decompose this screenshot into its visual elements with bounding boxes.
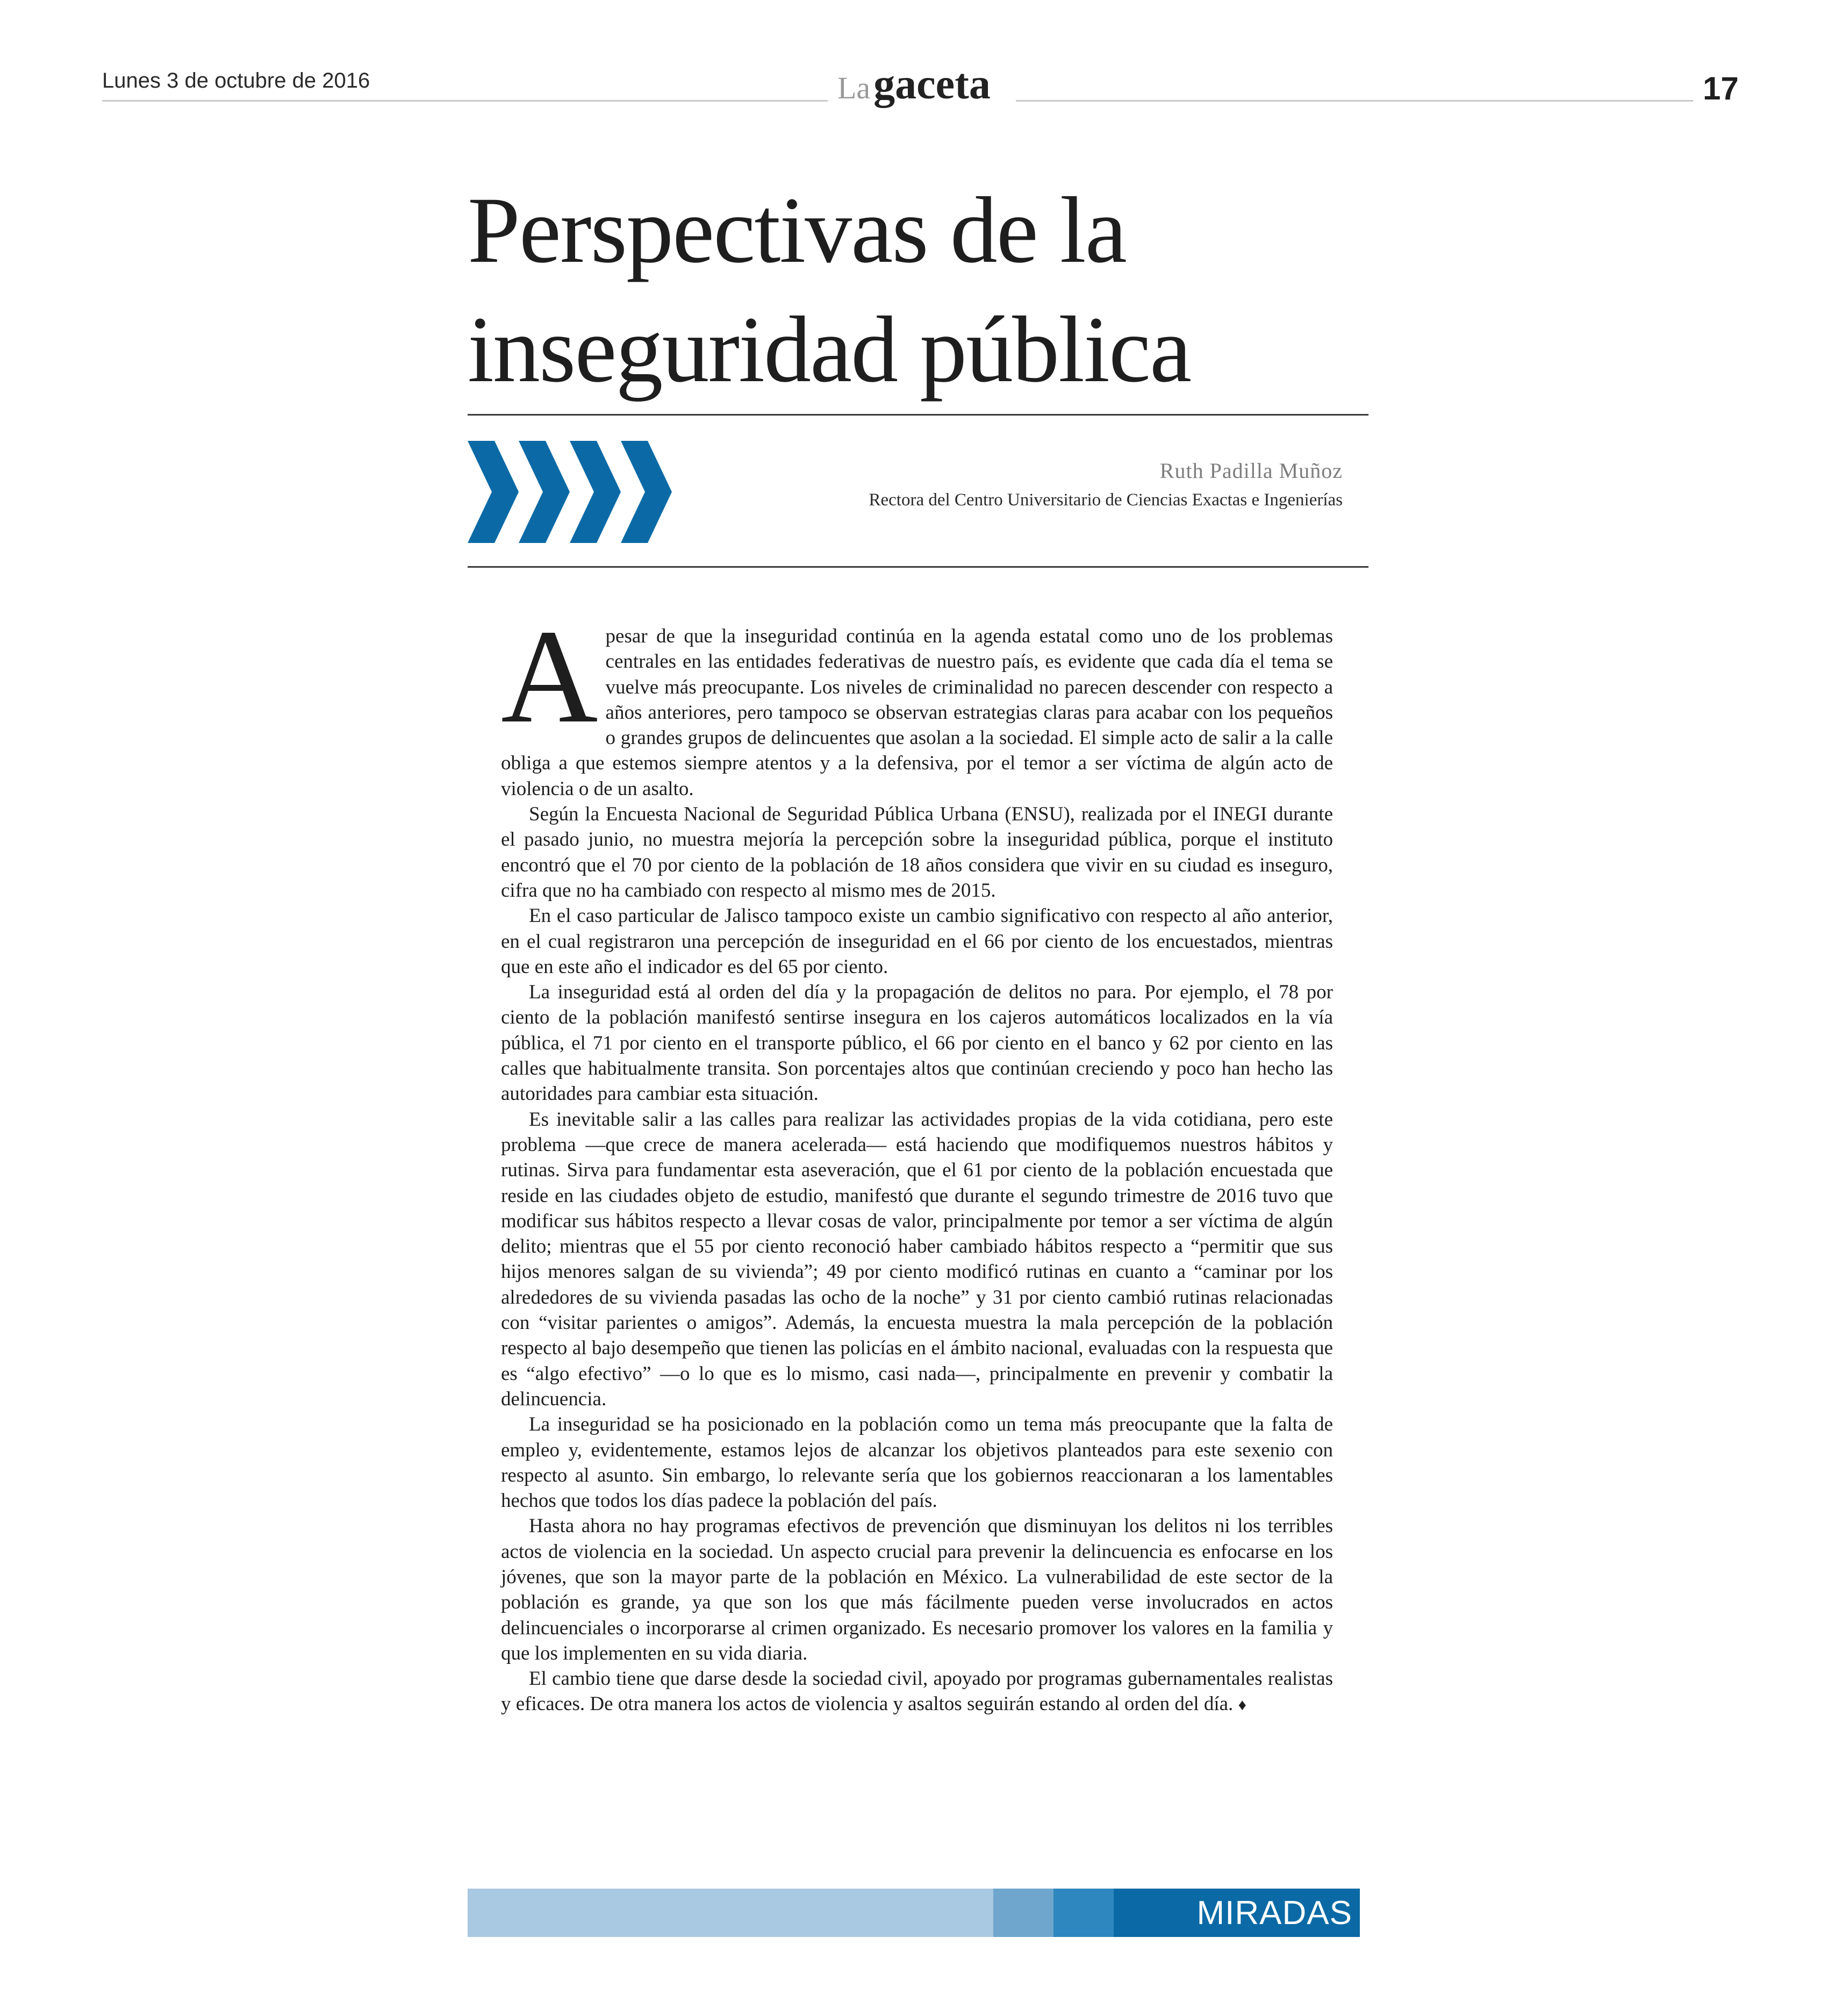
final-text: El cambio tiene que darse desde la sociedad civil, apoyado por programas gubernamentales realistas y eficaces. De otra manera los actos de violencia y asaltos seguirán estando al orden del día.: [501, 1668, 1333, 1715]
lead-paragraph: [501, 602, 1333, 802]
body-paragraph: La inseguridad se ha posicionado en la población como un tema más preocupante que la falta de empleo y, evidentemente, estamos lejos de alcanzar los objetivos planteados para este sexenio con respecto al asunto. Sin embargo, lo relevante sería que los gobiernos reaccionaran a los lamentables hechos que todos los días padece la población del país.: [501, 1413, 1333, 1512]
logo-name: gaceta: [873, 61, 991, 108]
author-name: Ruth Padilla Muñoz: [1159, 459, 1343, 483]
issue-date: Lunes 3 de octubre de 2016: [102, 69, 370, 92]
logo-prefix: La: [837, 70, 871, 105]
body-paragraph: La inseguridad está al orden del día y la propagación de delitos no para. Por ejemplo, el 78 por ciento de la población manifestó sentirse insegura en los cajeros automáticos localizados en la vía pública, el 71 por ciento en el transporte público, el 66 por ciento en el banco y 62 por ciento en las calles que habitualmente transita. Son porcentajes altos que continúan creciendo y poco han hecho las autoridades para cambiar esta situación.: [501, 981, 1333, 1105]
byline: [869, 456, 1343, 514]
title-line-1: Perspectivas de la: [468, 178, 1126, 283]
footer-bar-mid: [1053, 1889, 1114, 1937]
title-rule-bottom: [468, 566, 1368, 568]
final-paragraph: [501, 1666, 1333, 1718]
title-line-2: inseguridad pública: [468, 297, 1191, 402]
article-body: [501, 602, 1333, 1718]
title-rule-top: [468, 414, 1368, 416]
footer-bar-mid-light: [993, 1889, 1053, 1937]
end-mark-icon: ♦: [1238, 1696, 1246, 1714]
drop-cap: A: [501, 602, 598, 751]
article-title: [468, 171, 1381, 410]
footer-bar-light: [468, 1889, 993, 1937]
author-role: Rectora del Centro Universitario de Ciencias Exactas e Ingenierías: [869, 490, 1343, 510]
body-paragraph: Según la Encuesta Nacional de Seguridad Pública Urbana (ENSU), realizada por el INEGI durante el pasado junio, no muestra mejoría la percepción sobre la inseguridad pública, porque el instituto encontró que el 70 por ciento de la población de 18 años considera que vivir en su ciudad es inseguro, cifra que no ha cambiado con respecto al mismo mes de 2015.: [501, 803, 1333, 902]
body-paragraph: Hasta ahora no hay programas efectivos de prevención que disminuyan los delitos ni los terribles actos de violencia en la sociedad. Un aspecto crucial para prevenir la delincuencia es enfocarse en los jóvenes, que son la mayor parte de la población en México. La vulnerabilidad de este sector de la población es grande, ya que son los que más fácilmente pueden verse involucrados en actos delincuenciales o incorporarse al crimen organizado. Es necesario promover los valores en la familia y que los implementen en su vida diaria.: [501, 1515, 1333, 1664]
chevrons-icon: [468, 441, 672, 543]
section-label: MIRADAS: [1196, 1895, 1352, 1932]
page-number: 17: [1703, 70, 1739, 106]
body-paragraph: Es inevitable salir a las calles para realizar las actividades propias de la vida cotidiana, pero este problema —que crece de manera acelerada— está haciendo que modifiquemos nuestros hábitos y rutinas. Sirva para fundamentar esta aseveración, que el 61 por ciento de la población encuestada que reside en las ciudades objeto de estudio, manifestó que durante el segundo trimestre de 2016 tuvo que modificar sus hábitos respecto a llevar cosas de valor, principalmente por temor a ser víctima de algún delito; mientras que el 55 por ciento reconoció haber cambiado hábitos respecto a “permitir que sus hijos menores salgan de su vivienda”; 49 por ciento modificó rutinas en cuanto a “caminar por los alrededores de su vivienda pasadas las ocho de la noche” y 31 por ciento cambió rutinas relacionadas con “visitar parientes o amigos”. Además, la encuesta muestra la mala percepción de la población respecto al bajo desempeño que tienen las policías en el ámbito nacional, evaluadas con la respuesta que es “algo efectivo” —o lo que es lo mismo, casi nada—, principalmente en prevenir y combatir la delincuencia.: [501, 1108, 1333, 1410]
lead-text: pesar de que la inseguridad continúa en la agenda estatal como uno de los problemas centrales en las entidades federativas de nuestro país, es evidente que cada día el tema se vuelve más preocupante. Los niveles de criminalidad no parecen descender con respecto a años anteriores, pero tampoco se observan estrategias claras para acabar con los pequeños o grandes grupos de delincuentes que asolan a la sociedad. El simple acto de salir a la calle obliga a que estemos siempre atentos y a la defensiva, por el temor a ser víctima de algún acto de violencia o de un asalto.: [501, 625, 1333, 800]
section-footer: [468, 1889, 1360, 1937]
body-paragraph: En el caso particular de Jalisco tampoco existe un cambio significativo con respecto al año anterior, en el cual registraron una percepción de inseguridad en el 66 por ciento de los encuestados, mientras que en este año el indicador es del 65 por ciento.: [501, 905, 1333, 978]
